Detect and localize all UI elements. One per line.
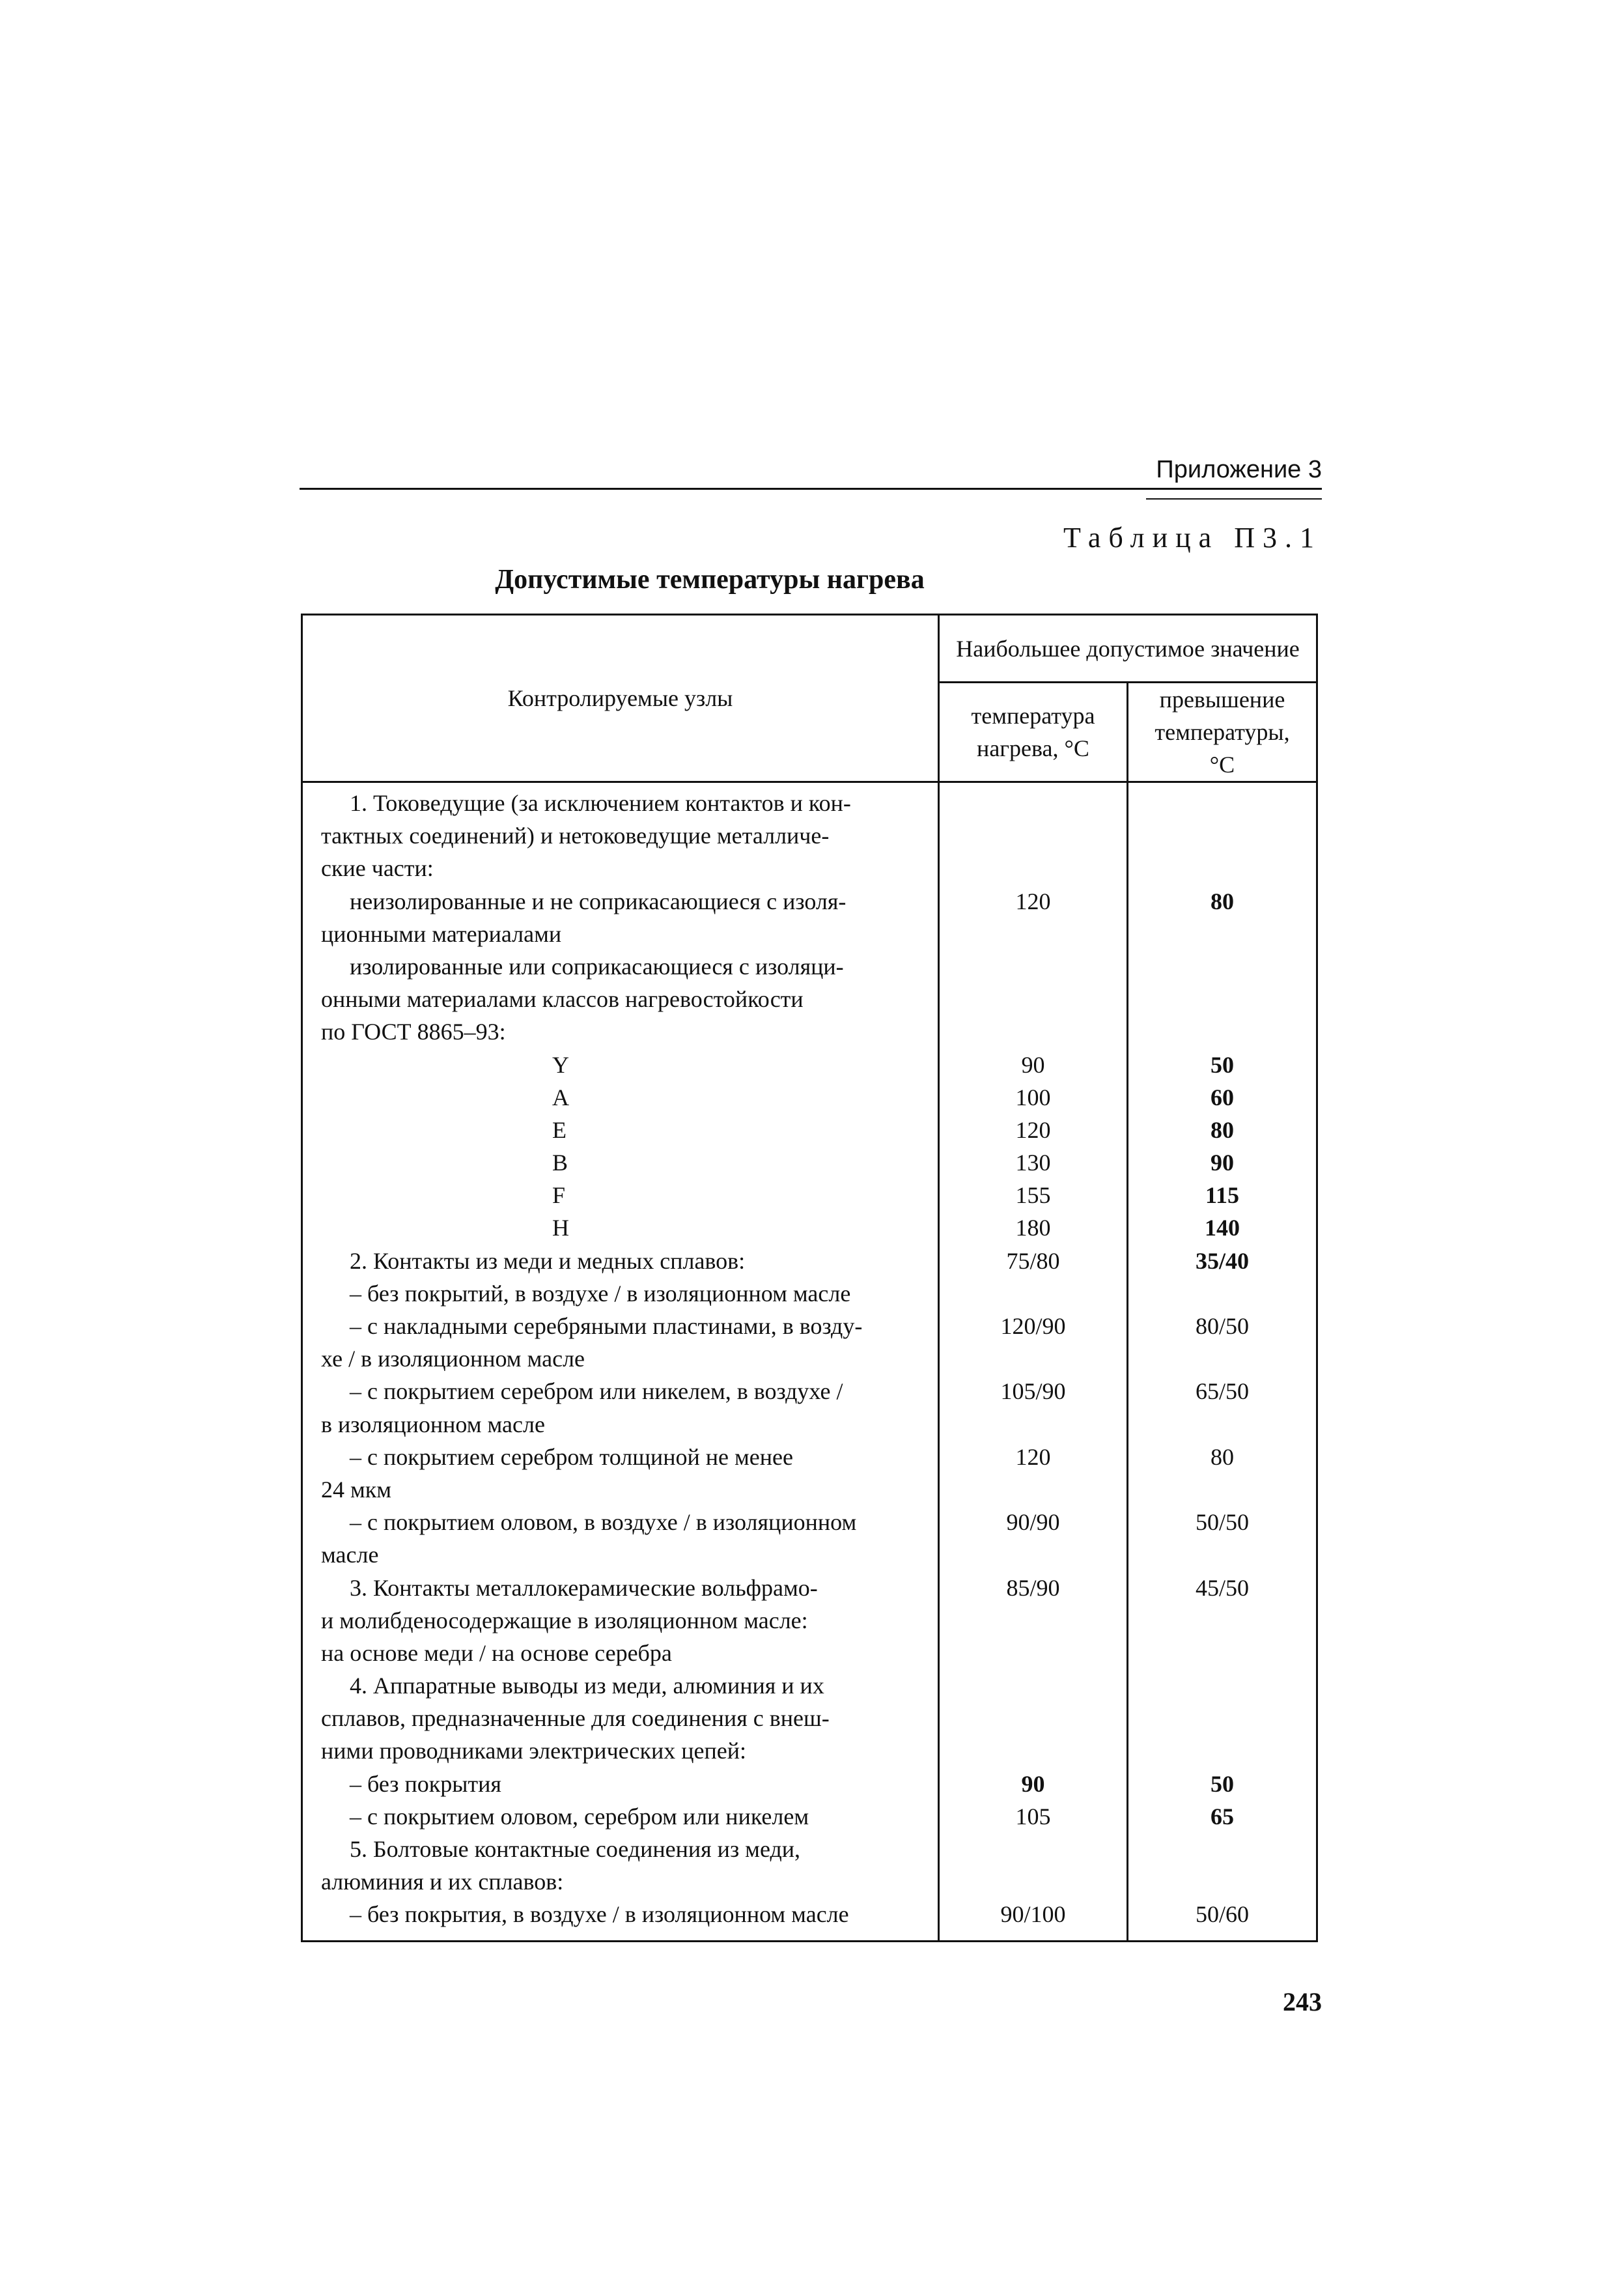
row-excess: 50: [1211, 1051, 1234, 1078]
row-label: по ГОСТ 8865–93:: [321, 1019, 506, 1045]
col-header-nodes: Контролируемые узлы: [302, 615, 939, 782]
col-header-excess: превышение температуры, °С: [1128, 683, 1317, 782]
row-temperature: [940, 1342, 1127, 1375]
row-temperature: [940, 1833, 1127, 1865]
row-temperature: [940, 1669, 1127, 1702]
row-excess: [1128, 983, 1316, 1015]
row-temperature: [940, 1408, 1127, 1441]
row-excess: 115: [1205, 1182, 1239, 1209]
row-temperature: [940, 950, 1127, 983]
row-excess: 80: [1211, 1116, 1234, 1143]
row-label: в изоляционном масле: [321, 1411, 545, 1437]
row-excess: [1128, 787, 1316, 819]
page-title: Допустимые температуры нагрева: [495, 565, 925, 595]
row-label: онными материалами классов нагревостойкости: [321, 986, 804, 1013]
row-excess: [1128, 1702, 1316, 1734]
row-excess: [1128, 1015, 1316, 1048]
row-temperature: [940, 1604, 1127, 1637]
table-label: Таблица П3.1: [1063, 522, 1322, 554]
row-label: 24 мкм: [321, 1476, 392, 1503]
row-excess: 35/40: [1195, 1247, 1249, 1274]
row-excess: [1128, 819, 1316, 852]
row-label: 4. Аппаратные выводы из меди, алюминия и их: [350, 1673, 824, 1699]
row-temperature: 155: [1015, 1182, 1051, 1209]
row-excess: [1128, 1833, 1316, 1865]
row-label: 1. Токоведущие (за исключением контактов и кон-: [350, 790, 851, 816]
row-temperature: 180: [1015, 1215, 1051, 1241]
row-temperature: [940, 852, 1127, 884]
row-temperature: [940, 1538, 1127, 1571]
row-excess: 90: [1211, 1150, 1234, 1176]
row-label: – без покрытия: [350, 1770, 501, 1797]
row-label: 3. Контакты металлокерамические вольфрамо-: [350, 1574, 818, 1601]
row-temperature: [940, 983, 1127, 1015]
row-excess: [1128, 918, 1316, 950]
temperature-table: [301, 614, 1318, 1942]
row-excess: 65/50: [1195, 1378, 1249, 1405]
row-label: B: [552, 1150, 568, 1176]
row-label: – без покрытия, в воздухе / в изоляционном масле: [350, 1901, 849, 1928]
row-label: H: [552, 1215, 569, 1241]
row-temperature: 90: [1021, 1770, 1045, 1797]
row-excess: [1128, 1473, 1316, 1506]
row-temperature: [940, 1702, 1127, 1734]
excess-column: [1128, 782, 1317, 1942]
row-excess: 65: [1211, 1803, 1234, 1830]
row-excess: [1128, 1342, 1316, 1375]
row-label: на основе меди / на основе серебра: [321, 1639, 672, 1666]
row-temperature: [940, 787, 1127, 819]
row-excess: [1128, 1669, 1316, 1702]
row-excess: [1128, 1604, 1316, 1637]
row-temperature: [940, 1277, 1127, 1310]
row-label: тактных соединений) и нетоковедущие металличе-: [321, 823, 830, 849]
row-label: и молибденосодержащие в изоляционном масле:: [321, 1607, 808, 1633]
col-header-group: Наибольшее допустимое значение: [939, 615, 1317, 683]
row-excess: 50: [1211, 1770, 1234, 1797]
row-excess: [1128, 1637, 1316, 1669]
row-excess: [1128, 1538, 1316, 1571]
temperature-column: [939, 782, 1128, 1942]
row-excess: 140: [1205, 1215, 1240, 1241]
col-header-temp: температура нагрева, °С: [939, 683, 1128, 782]
row-temperature: 90/100: [1000, 1901, 1066, 1928]
row-label: 5. Болтовые контактные соединения из меди,: [350, 1836, 801, 1862]
row-label: хе / в изоляционном масле: [321, 1346, 585, 1372]
row-label: Y: [552, 1051, 569, 1078]
row-excess: [1128, 1865, 1316, 1898]
row-temperature: 85/90: [1006, 1574, 1060, 1601]
row-label: – с покрытием оловом, в воздухе / в изоляционном: [350, 1509, 857, 1536]
row-temperature: 90: [1021, 1051, 1045, 1078]
row-excess: 80/50: [1195, 1313, 1249, 1339]
row-temperature: 120: [1015, 1443, 1051, 1470]
page-number: 243: [1283, 1987, 1322, 2016]
row-excess: [1128, 1408, 1316, 1441]
row-excess: 45/50: [1195, 1574, 1249, 1601]
row-temperature: 130: [1015, 1150, 1051, 1176]
row-excess: [1128, 852, 1316, 884]
row-temperature: [940, 819, 1127, 852]
row-temperature: [940, 1637, 1127, 1669]
row-temperature: 120: [1015, 888, 1051, 914]
row-label: F: [552, 1182, 566, 1209]
row-label: – с покрытием оловом, серебром или никелем: [350, 1803, 809, 1830]
row-excess: [1128, 1734, 1316, 1767]
row-label: 2. Контакты из меди и медных сплавов:: [350, 1247, 746, 1274]
row-temperature: [940, 1865, 1127, 1898]
row-temperature: [940, 1015, 1127, 1048]
row-label: – с покрытием серебром или никелем, в воздухе /: [350, 1378, 843, 1405]
row-label: ские части:: [321, 855, 434, 882]
row-label: неизолированные и не соприкасающиеся с изоля-: [350, 888, 847, 914]
row-label: масле: [321, 1542, 379, 1568]
row-temperature: [940, 1473, 1127, 1506]
header-rule: [300, 488, 1322, 490]
appendix-underline: [1146, 498, 1322, 500]
row-temperature: 120: [1015, 1116, 1051, 1143]
row-label: E: [552, 1116, 567, 1143]
row-temperature: 75/80: [1006, 1247, 1060, 1274]
row-label: ними проводниками электрических цепей:: [321, 1738, 747, 1764]
row-temperature: 105: [1015, 1803, 1051, 1830]
row-excess: 60: [1211, 1084, 1234, 1110]
row-excess: 50/60: [1195, 1901, 1249, 1928]
row-label: – с накладными серебряными пластинами, в возду-: [350, 1313, 863, 1339]
row-label: – без покрытий, в воздухе / в изоляционном масле: [350, 1280, 851, 1307]
row-temperature: [940, 1734, 1127, 1767]
row-label: сплавов, предназначенные для соединения с внеш-: [321, 1705, 830, 1732]
row-excess: [1128, 1277, 1316, 1310]
row-label: алюминия и их сплавов:: [321, 1869, 564, 1895]
row-label: A: [552, 1084, 569, 1110]
row-temperature: 100: [1015, 1084, 1051, 1110]
row-temperature: 120/90: [1000, 1313, 1066, 1339]
row-temperature: [940, 918, 1127, 950]
row-excess: 50/50: [1195, 1509, 1249, 1536]
row-temperature: 90/90: [1006, 1509, 1060, 1536]
nodes-column: [302, 782, 939, 1942]
row-excess: 80: [1211, 1443, 1234, 1470]
row-label: – с покрытием серебром толщиной не менее: [350, 1443, 793, 1470]
appendix-label: Приложение 3: [1156, 456, 1322, 483]
row-label: изолированные или соприкасающиеся с изоляци-: [350, 953, 844, 980]
row-temperature: 105/90: [1000, 1378, 1066, 1405]
row-excess: [1128, 950, 1316, 983]
row-excess: 80: [1211, 888, 1234, 914]
row-label: ционными материалами: [321, 920, 562, 947]
